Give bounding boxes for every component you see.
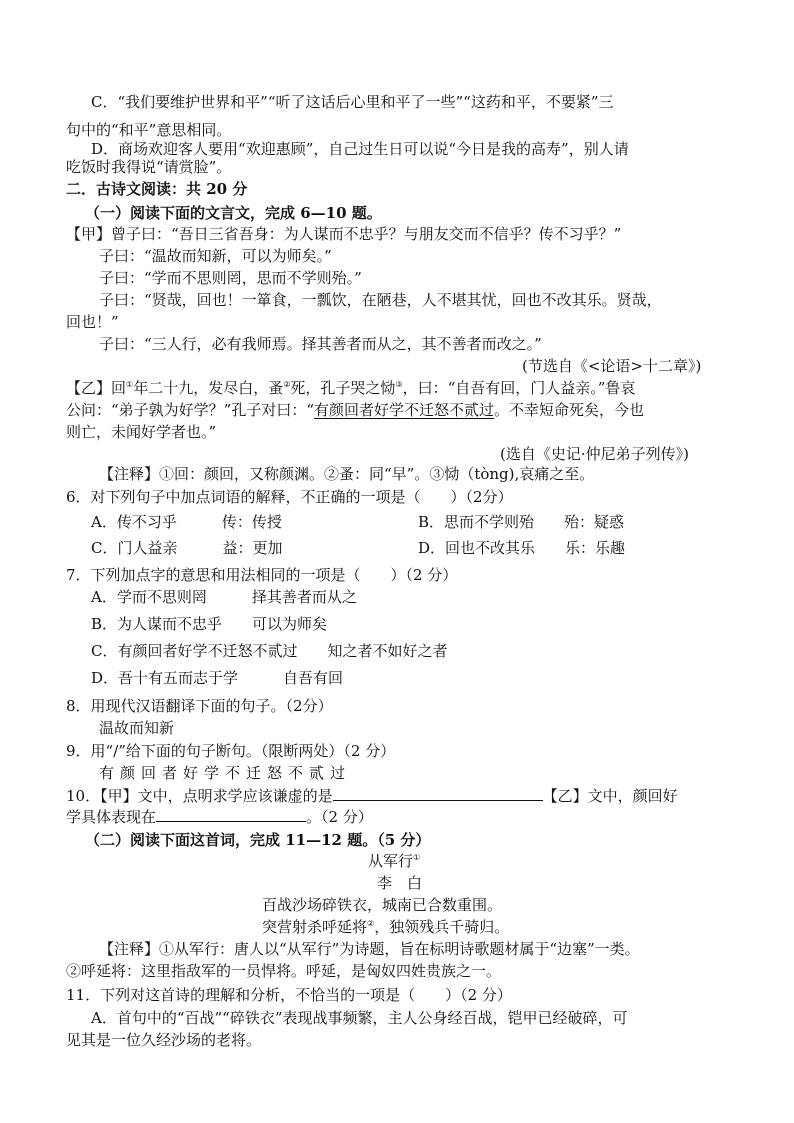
q11-option-a-line2: 见其是一位久经沙场的老将。 bbox=[66, 1031, 262, 1049]
q5-option-c-line1: C．“我们要维护世界和平”“听了这话后心里和平了一些”“这药和平，不要紧”三 bbox=[91, 93, 614, 111]
q11-option-a-line1: A．首句中的“百战”“碎铁衣”表现战事频繁，主人公身经百战，铠甲已经破碎，可 bbox=[91, 1009, 628, 1027]
notes-classical: 【注释】①回：颜回，又称颜渊。②蚤：同“早”。③恸（tòng),哀痛之至。 bbox=[99, 465, 595, 483]
yi-underlined-sentence: 有颜回者好学不迁怒不贰过 bbox=[314, 401, 495, 419]
q10-text-a: 10．【甲】文中，点明求学应该谦虚的是 bbox=[66, 787, 333, 805]
yi-note-marker-1: ① bbox=[126, 380, 134, 389]
q7-option-b: B．为人谋而不忠乎 可以为师矣 bbox=[91, 615, 328, 633]
q10-text-d: 。（2 分） bbox=[306, 808, 373, 826]
yi-line-1-part-a: 【乙】回 bbox=[66, 379, 127, 397]
poem-line-1: 百战沙场碎铁衣，城南已合数重围。 bbox=[262, 896, 503, 914]
poem-line-2 bbox=[262, 917, 509, 937]
jia-line-6: 子曰：“三人行，必有我师焉。择其善者而从之，其不善者而改之。” bbox=[99, 335, 542, 353]
q6-option-d: D．回也不改其乐 乐：乐趣 bbox=[418, 539, 626, 557]
section-2-part-2-title: （二）阅读下面这首词，完成 11—12 题。（5 分） bbox=[85, 831, 431, 849]
q6-option-c: C．门人益亲 益：更加 bbox=[91, 539, 283, 557]
notes-poem-line-2: ②呼延将：这里指敌军的一员悍将。呼延，是匈奴四姓贵族之一。 bbox=[66, 962, 502, 980]
q10-answer-blank-2[interactable] bbox=[156, 807, 306, 822]
yi-line-2-part-a: 公问：“弟子孰为好学？”孔子对曰：“ bbox=[66, 401, 315, 419]
poem-title-text: 从军行 bbox=[368, 852, 414, 870]
poem-line-2-note-marker: ② bbox=[367, 919, 375, 928]
q5-option-d-line2: 吃饭时我得说“请赏脸”。 bbox=[66, 158, 232, 176]
yi-note-marker-3: ③ bbox=[395, 380, 403, 389]
q9-stem: 9．用“/”给下面的句子断句。（限断两处）（2 分） bbox=[66, 742, 396, 760]
q7-option-c: C．有颜回者好学不迁怒不贰过 知之者不如好之者 bbox=[91, 642, 448, 660]
poem-title-note-marker: ① bbox=[413, 853, 421, 862]
poem-line-2-part-b: ，独领残兵千骑归。 bbox=[374, 918, 510, 936]
yi-line-1 bbox=[66, 378, 635, 398]
yi-line-1-part-c: 死，孔子哭之恸 bbox=[290, 379, 396, 397]
q10-line-2 bbox=[66, 807, 373, 827]
poem-title bbox=[368, 851, 420, 871]
yi-source: (选自《史记·仲尼弟子列传》) bbox=[500, 445, 689, 463]
jia-source: (节选自《<论语>十二章》) bbox=[522, 357, 702, 375]
q10-answer-blank-1[interactable] bbox=[333, 786, 543, 801]
yi-line-2-part-b: 。不幸短命死矣，今也 bbox=[494, 401, 645, 419]
q8-sentence: 温故而知新 bbox=[99, 719, 175, 737]
jia-line-3: 子曰：“学而不思则罔，思而不学则殆。” bbox=[99, 269, 362, 287]
q10-text-c: 学具体表现在 bbox=[66, 808, 157, 826]
q10-text-b: 【乙】文中，颜回好 bbox=[542, 787, 678, 805]
section-2-title: 二．古诗文阅读：共 20 分 bbox=[66, 180, 248, 198]
poem-line-2-part-a: 突营射杀呼延将 bbox=[262, 918, 368, 936]
q11-stem: 11．下列对这首诗的理解和分析，不恰当的一项是（ ）（2 分） bbox=[66, 986, 512, 1004]
jia-line-1: 【甲】曾子曰：“吾日三省吾身：为人谋而不忠乎？与朋友交而不信乎？传不习乎？” bbox=[66, 225, 622, 243]
q7-stem: 7．下列加点字的意思和用法相同的一项是（ ）（2 分） bbox=[66, 566, 458, 584]
yi-line-1-part-b: 年二十九，发尽白，蚤 bbox=[133, 379, 284, 397]
yi-line-2 bbox=[66, 400, 644, 420]
jia-line-2: 子曰：“温故而知新，可以为师矣。” bbox=[99, 247, 332, 265]
q10-line-1 bbox=[66, 786, 678, 806]
q6-option-b: B．思而不学则殆 殆：疑惑 bbox=[418, 513, 625, 531]
poem-author: 李 白 bbox=[377, 874, 423, 892]
q7-option-d: D．吾十有五而志于学 自吾有回 bbox=[91, 669, 344, 687]
q5-option-d-line1: D．商场欢迎客人要用“欢迎惠顾”，自己过生日可以说“今日是我的高寿”，别人请 bbox=[91, 140, 629, 158]
q6-option-a: A．传不习乎 传：传授 bbox=[91, 513, 282, 531]
q7-option-a: A．学而不思则罔 择其善者而从之 bbox=[91, 588, 357, 606]
jia-line-4: 子曰：“贤哉，回也！一箪食，一瓢饮，在陋巷，人不堪其忧，回也不改其乐。贤哉， bbox=[99, 291, 662, 309]
notes-poem-line-1: 【注释】①从军行：唐人以“从军行”为诗题，旨在标明诗歌题材属于“边塞”一类。 bbox=[99, 940, 640, 958]
q9-sentence: 有颜回者好学不迁怒不贰过 bbox=[99, 764, 352, 782]
yi-line-1-part-d: ，曰：“自吾有回，门人益亲。”鲁哀 bbox=[402, 379, 636, 397]
jia-line-5: 回也！” bbox=[66, 313, 119, 331]
q6-stem: 6．对下列句子中加点词语的解释，不正确的一项是（ ）（2分） bbox=[66, 488, 513, 506]
yi-note-marker-2: ② bbox=[283, 380, 291, 389]
q8-stem: 8．用现代汉语翻译下面的句子。（2分） bbox=[66, 697, 333, 715]
yi-line-3: 则亡，未闻好学者也。” bbox=[66, 423, 217, 441]
q5-option-c-line2: 句中的“和平”意思相同。 bbox=[66, 121, 232, 139]
section-2-part-1-title: （一）阅读下面的文言文，完成 6—10 题。 bbox=[85, 204, 382, 222]
